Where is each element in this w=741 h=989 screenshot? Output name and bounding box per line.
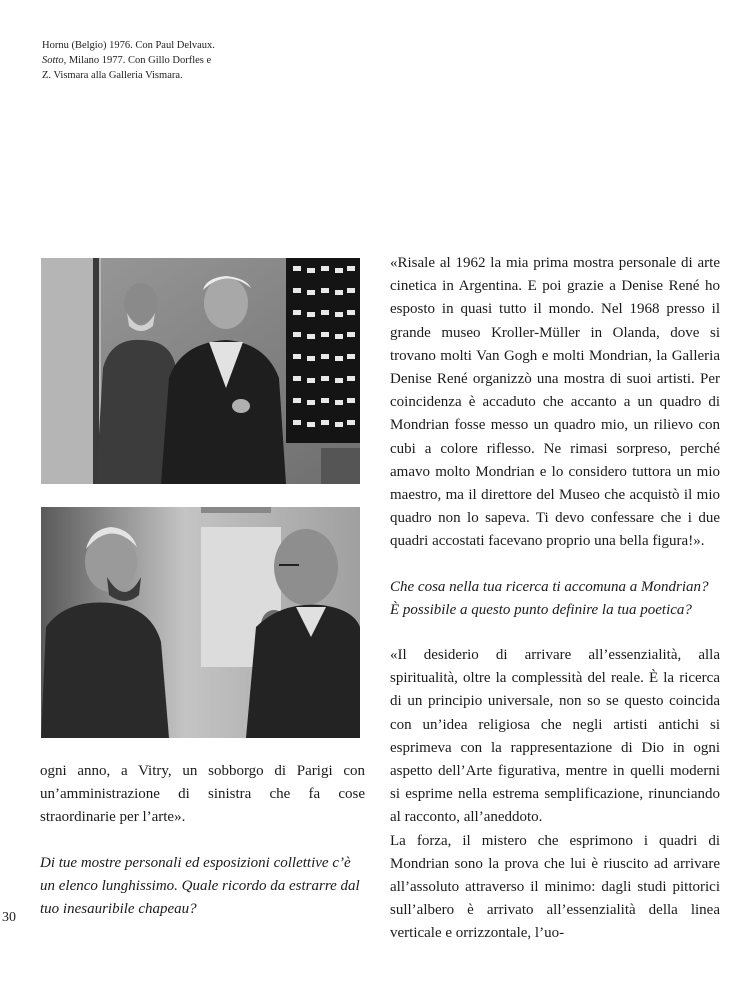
right-question: Che cosa nella tua ricerca ti accomuna a Mondrian? È possibile a questo punto definire la tua poetica?: [390, 578, 709, 618]
photo-dorfles-vismara: [41, 507, 360, 738]
photo-caption: [42, 38, 282, 83]
page-number: 30: [2, 910, 16, 925]
right-text-column: [390, 252, 720, 946]
left-text-column: [40, 760, 365, 921]
caption-line-2-rest: , Milano 1977. Con Gillo Dorfles e: [63, 55, 212, 66]
right-answer-2a: «Il desiderio di arrivare all’essenzialità, alla spiritualità, oltre la complessità del reale. È la ricerca di un principio universale, non so se questo coincida con un’idea religiosa che negli artisti antichi si esprimeva con la rappresentazione di Dio in ogni aspetto dell’Arte figurativa, mentre in quelli moderni si esprime nella estrema semplificazione, rinunciando al racconto, all’aneddoto.: [390, 647, 720, 826]
photo-dorfles-vismara-image: [41, 507, 360, 738]
caption-line-2: [42, 53, 282, 68]
caption-sotto: Sotto: [42, 55, 64, 66]
right-answer-1: «Risale al 1962 la mia prima mostra personale di arte cinetica in Argentina. E poi grazie a Denise René ho esposto in quasi tutto il mondo. Nel 1968 presso il grande museo Kroller-Müller in Olanda, dove si trovano molti Van Gogh e molti Mondrian, la Galleria Denise René organizzò una mostra di suoi artisti. Per coincidenza è accaduto che accanto a un quadro di Mondrian fosse messo un quadro mio, un rilievo con cubi a colore riflesso. Ne rimasi sorpreso, perché amavo molto Mondrian e lo considero tuttora un mio maestro, ma il direttore del Museo che acquistò il mio quadro non lo sapeva. Ti devo confessare che i due quadri accostati facevano proprio una bella figura!».: [390, 255, 720, 550]
photo-delvaux: [41, 258, 360, 484]
caption-line-3: Z. Vismara alla Galleria Vismara.: [42, 70, 183, 81]
photo-delvaux-image: [41, 258, 360, 484]
left-paragraph: ogni anno, a Vitry, un sobborgo di Parigi con un’amministrazione di sinistra che fa cose straordinarie per l’arte».: [40, 763, 365, 826]
left-question: Di tue mostre personali ed esposizioni collettive c’è un elenco lunghissimo. Quale ricordo da estrarre dal tuo inesauribile chapeau?: [40, 854, 360, 918]
caption-line-1: Hornu (Belgio) 1976. Con Paul Delvaux.: [42, 40, 215, 51]
right-answer-2b: La forza, il mistero che esprimono i quadri di Mondrian sono la prova che lui è riuscito ad arrivare all’assoluto attraverso il minimo: dagli studi pittorici sull’albero è arrivato all’essenzialità della linea verticale e orrizzontale, l’uo-: [390, 832, 720, 942]
